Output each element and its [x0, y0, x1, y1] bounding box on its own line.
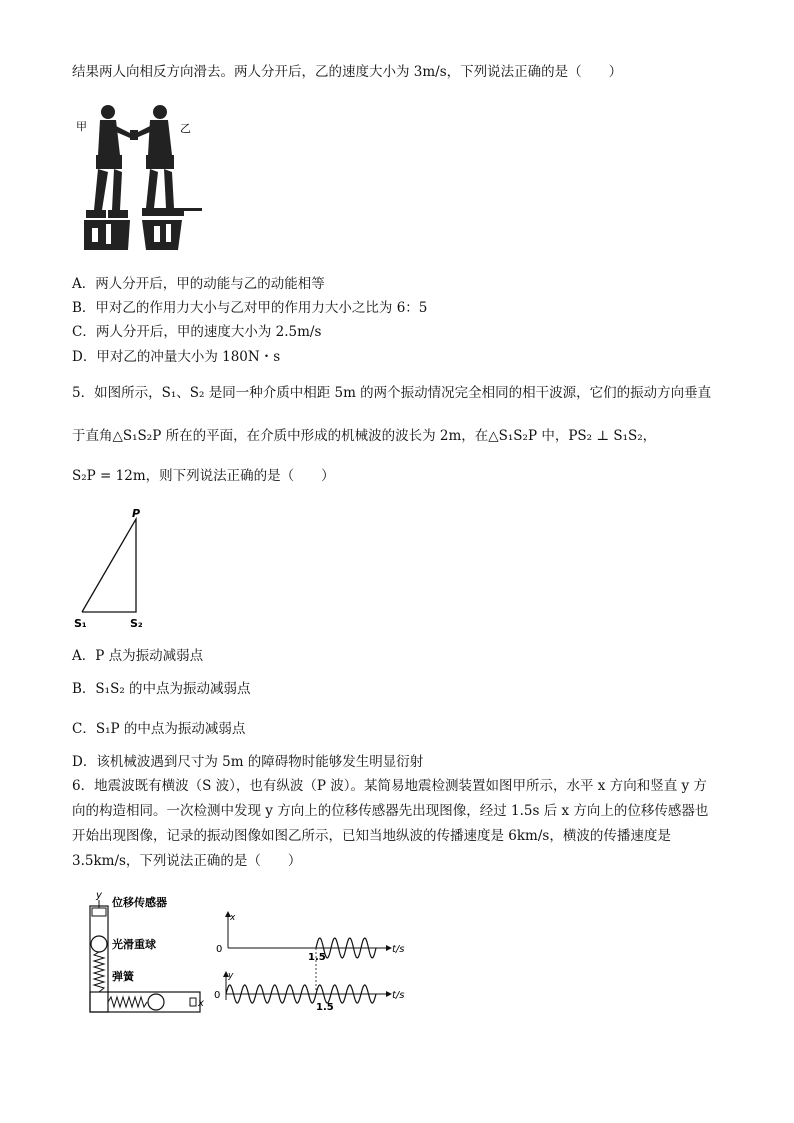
q5-line2: 于直角△S₁S₂P 所在的平面，在介质中形成的机械波的波长为 2m，在△S₁S₂P 中，PS₂ ⊥ S₁S₂，	[72, 428, 657, 444]
graph-bottom-tick: 1.5	[316, 1002, 334, 1013]
graph-y-axis-label: y	[228, 971, 234, 981]
q4-option-c: C．两人分开后，甲的速度大小为 2.5m/s	[72, 324, 322, 340]
label-jia: 甲	[76, 120, 87, 133]
graph-top-tick: 1.5	[308, 952, 326, 963]
apparatus-figure	[82, 888, 212, 1018]
q6-line3: 开始出现图像，记录的振动图像如图乙所示，已知当地纵波的传播速度是 6km/s，横波的传播速度是	[72, 828, 671, 844]
q5-option-a: A．P 点为振动减弱点	[72, 648, 204, 664]
q4-option-d: D．甲对乙的冲量大小为 180N・s	[72, 349, 281, 365]
q4-stem: 结果两人向相反方向滑去。两人分开后，乙的速度大小为 3m/s，下列说法正确的是（ ）	[72, 64, 623, 80]
axis-x-label: x	[198, 998, 204, 1009]
label-s2: S₂	[130, 617, 143, 630]
label-ball: 光滑重球	[112, 938, 156, 951]
label-sensor: 位移传感器	[112, 896, 167, 909]
q5-line1: 5．如图所示，S₁、S₂ 是同一种介质中相距 5m 的两个振动情况完全相同的相干波源，它们的振动方向垂直	[72, 385, 712, 401]
graph-x-axis-label: x	[230, 913, 236, 923]
vibration-graphs	[212, 908, 412, 1018]
q6-line4: 3.5km/s，下列说法正确的是（ ）	[72, 853, 302, 869]
q5-option-b: B．S₁S₂ 的中点为振动减弱点	[72, 681, 251, 697]
label-yi: 乙	[180, 122, 191, 135]
q4-option-a: A．两人分开后，甲的动能与乙的动能相等	[72, 276, 325, 292]
q4-option-b: B．甲对乙的作用力大小与乙对甲的作用力大小之比为 6：5	[72, 300, 428, 316]
q6-line2: 向的构造相同。一次检测中发现 y 方向上的位移传感器先出现图像，经过 1.5s 后 x 方向上的位移传感器也	[72, 803, 709, 819]
graph-top-zero: 0	[216, 944, 223, 955]
label-s1: S₁	[74, 617, 87, 630]
graph-bottom-t-label: t/s	[392, 990, 405, 1001]
q5-line3: S₂P = 12m，则下列说法正确的是（ ）	[72, 468, 335, 484]
skaters-figure	[70, 100, 210, 260]
graph-top-t-label: t/s	[392, 944, 405, 955]
graph-bottom-zero: 0	[214, 990, 221, 1001]
label-spring: 弹簧	[112, 970, 134, 983]
q5-option-c: C．S₁P 的中点为振动减弱点	[72, 721, 246, 737]
triangle-figure	[70, 505, 160, 635]
axis-y-label: y	[96, 890, 102, 901]
label-p: P	[132, 507, 141, 520]
q6-line1: 6．地震波既有横波（S 波），也有纵波（P 波）。某简易地震检测装置如图甲所示，水平 x 方向和竖直 y 方	[72, 778, 707, 794]
q5-option-d: D．该机械波遇到尺寸为 5m 的障碍物时能够发生明显衍射	[72, 754, 424, 770]
